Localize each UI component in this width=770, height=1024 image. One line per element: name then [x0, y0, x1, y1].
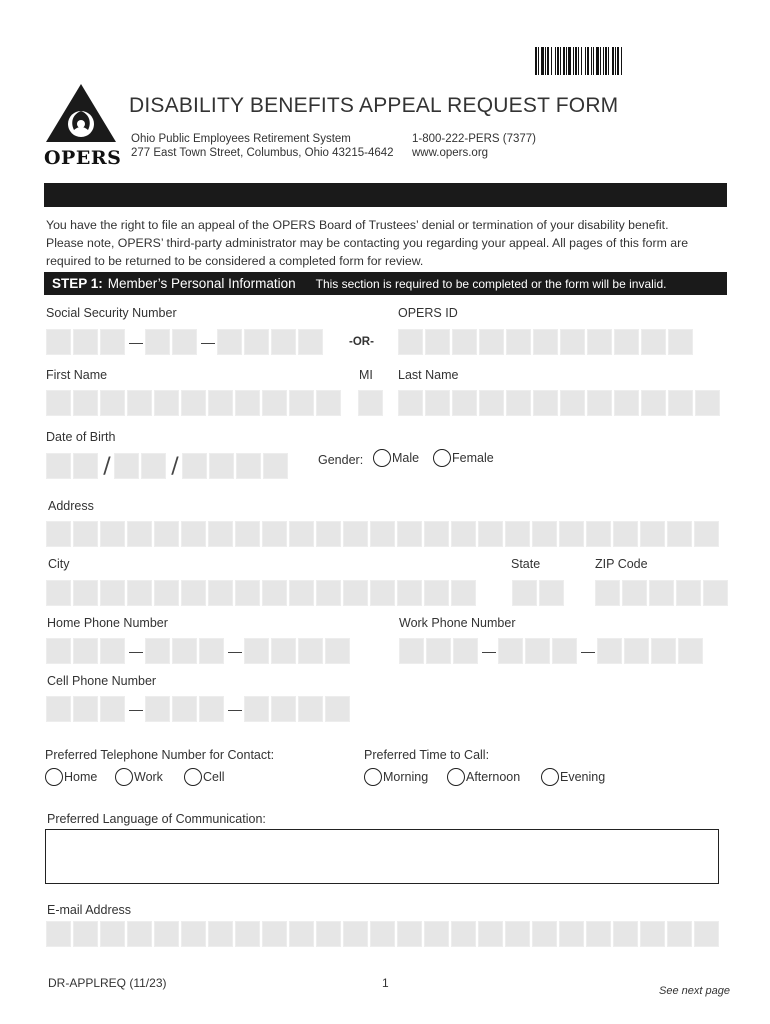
input-cell[interactable] — [181, 580, 206, 606]
input-cell[interactable] — [559, 521, 584, 547]
input-cell[interactable] — [145, 638, 170, 664]
input-cell[interactable] — [154, 580, 179, 606]
logo-text: OPERS — [44, 147, 122, 169]
home-phone-field[interactable] — [46, 638, 352, 664]
gender-female-label: Female — [452, 451, 494, 465]
input-cell[interactable] — [316, 921, 341, 947]
input-cell[interactable] — [263, 453, 288, 479]
time-evening-label: Evening — [560, 770, 606, 784]
input-cell[interactable] — [452, 390, 477, 416]
input-cell[interactable] — [703, 580, 728, 606]
input-cell[interactable] — [199, 696, 224, 722]
dash: — — [228, 701, 242, 717]
input-cell[interactable] — [298, 696, 323, 722]
input-cell[interactable] — [586, 521, 611, 547]
input-cell[interactable] — [370, 580, 395, 606]
state-field[interactable] — [512, 580, 566, 606]
input-cell[interactable] — [145, 329, 170, 355]
input-cell[interactable] — [244, 638, 269, 664]
radio-circle[interactable] — [541, 768, 559, 786]
input-cell[interactable] — [73, 580, 98, 606]
input-cell[interactable] — [424, 921, 449, 947]
ssn-field[interactable] — [46, 329, 325, 355]
input-cell[interactable] — [560, 390, 585, 416]
pref-phone-home-label: Home — [64, 770, 98, 784]
input-cell[interactable] — [208, 390, 233, 416]
input-cell[interactable] — [208, 521, 233, 547]
barcode — [535, 47, 727, 75]
input-cell[interactable] — [498, 638, 523, 664]
input-cell[interactable] — [640, 521, 665, 547]
input-cell[interactable] — [668, 329, 693, 355]
pref-time-label: Preferred Time to Call: — [364, 748, 490, 762]
input-cell[interactable] — [289, 521, 314, 547]
input-cell[interactable] — [100, 580, 125, 606]
input-cell[interactable] — [235, 580, 260, 606]
input-cell[interactable] — [667, 921, 692, 947]
pref-phone-work-label: Work — [134, 770, 163, 784]
input-cell[interactable] — [370, 921, 395, 947]
input-cell[interactable] — [154, 390, 179, 416]
dash: — — [129, 701, 143, 717]
input-cell[interactable] — [46, 453, 71, 479]
input-cell[interactable] — [46, 696, 71, 722]
input-cell[interactable] — [640, 921, 665, 947]
input-cell[interactable] — [199, 638, 224, 664]
input-cell[interactable] — [325, 696, 350, 722]
home-phone-label: Home Phone Number — [47, 616, 168, 630]
input-cell[interactable] — [358, 390, 383, 416]
radio-circle[interactable] — [115, 768, 133, 786]
ssn-label: Social Security Number — [46, 306, 177, 320]
input-cell[interactable] — [426, 638, 451, 664]
input-cell[interactable] — [262, 390, 287, 416]
time-afternoon-radio[interactable] — [447, 768, 520, 786]
org-address: 277 East Town Street, Columbus, Ohio 43215-4642 — [131, 147, 394, 159]
input-cell[interactable] — [586, 921, 611, 947]
see-next-page: See next page — [659, 985, 730, 997]
input-cell[interactable] — [145, 696, 170, 722]
input-cell[interactable] — [316, 580, 341, 606]
first-name-field[interactable] — [46, 390, 343, 416]
input-cell[interactable] — [676, 580, 701, 606]
input-cell[interactable] — [73, 921, 98, 947]
input-cell[interactable] — [289, 580, 314, 606]
input-cell[interactable] — [154, 921, 179, 947]
input-cell[interactable] — [46, 638, 71, 664]
org-name: Ohio Public Employees Retirement System — [131, 133, 351, 145]
input-cell[interactable] — [597, 638, 622, 664]
input-cell[interactable] — [512, 580, 537, 606]
input-cell[interactable] — [73, 453, 98, 479]
input-cell[interactable] — [532, 921, 557, 947]
input-cell[interactable] — [451, 921, 476, 947]
input-cell[interactable] — [262, 521, 287, 547]
input-cell[interactable] — [46, 921, 71, 947]
input-cell[interactable] — [46, 580, 71, 606]
state-label: State — [511, 557, 541, 571]
input-cell[interactable] — [695, 390, 720, 416]
input-cell[interactable] — [505, 521, 530, 547]
last-name-field[interactable] — [398, 390, 722, 416]
input-cell[interactable] — [678, 638, 703, 664]
input-cell[interactable] — [552, 638, 577, 664]
input-cell[interactable] — [73, 329, 98, 355]
input-cell[interactable] — [127, 921, 152, 947]
input-cell[interactable] — [532, 521, 557, 547]
input-cell[interactable] — [46, 521, 71, 547]
input-cell[interactable] — [127, 580, 152, 606]
step1-label: STEP 1: — [52, 276, 103, 291]
input-cell[interactable] — [559, 921, 584, 947]
input-cell[interactable] — [668, 390, 693, 416]
work-phone-label: Work Phone Number — [399, 616, 516, 630]
input-cell[interactable] — [114, 453, 139, 479]
input-cell[interactable] — [452, 329, 477, 355]
dash: — — [228, 643, 242, 659]
input-cell[interactable] — [398, 390, 423, 416]
input-cell[interactable] — [316, 521, 341, 547]
address-label: Address — [48, 499, 94, 513]
page-number: 1 — [382, 976, 389, 990]
first-name-label: First Name — [46, 368, 108, 382]
radio-circle[interactable] — [447, 768, 465, 786]
input-cell[interactable] — [262, 580, 287, 606]
input-cell[interactable] — [235, 521, 260, 547]
input-cell[interactable] — [46, 329, 71, 355]
dash: — — [581, 643, 595, 659]
input-cell[interactable] — [343, 921, 368, 947]
opers-id-field[interactable] — [398, 329, 695, 355]
dash: — — [482, 643, 496, 659]
input-cell[interactable] — [271, 696, 296, 722]
last-name-label: Last Name — [398, 368, 459, 382]
city-label: City — [48, 557, 70, 571]
input-cell[interactable] — [587, 329, 612, 355]
time-morning-label: Morning — [383, 770, 429, 784]
slash: / — [103, 453, 111, 479]
pref-phone-cell-label: Cell — [203, 770, 225, 784]
pref-phone-home-radio[interactable] — [45, 768, 97, 786]
step1-note: This section is required to be completed or the form will be invalid. — [315, 276, 667, 291]
input-cell[interactable] — [100, 329, 125, 355]
pref-phone-work-radio[interactable] — [115, 768, 163, 786]
input-cell[interactable] — [539, 580, 564, 606]
address-field[interactable] — [46, 521, 721, 547]
pref-phone-label: Preferred Telephone Number for Contact: — [45, 748, 275, 762]
input-cell[interactable] — [172, 696, 197, 722]
input-cell[interactable] — [235, 390, 260, 416]
input-cell[interactable] — [100, 390, 125, 416]
phone-number: 1-800-222-PERS (7377) — [412, 133, 537, 145]
slash: / — [171, 453, 179, 479]
input-cell[interactable] — [289, 921, 314, 947]
zip-field[interactable] — [595, 580, 730, 606]
input-cell[interactable] — [505, 921, 530, 947]
mi-field[interactable] — [358, 390, 385, 416]
input-cell[interactable] — [641, 329, 666, 355]
input-cell[interactable] — [525, 638, 550, 664]
input-cell[interactable] — [667, 521, 692, 547]
input-cell[interactable] — [614, 390, 639, 416]
input-cell[interactable] — [425, 390, 450, 416]
input-cell[interactable] — [506, 390, 531, 416]
input-cell[interactable] — [73, 521, 98, 547]
dash: — — [201, 334, 215, 350]
input-cell[interactable] — [451, 521, 476, 547]
step1-header — [44, 272, 727, 295]
time-evening-radio[interactable] — [541, 768, 605, 786]
input-cell[interactable] — [182, 453, 207, 479]
radio-circle[interactable] — [184, 768, 202, 786]
time-morning-radio[interactable] — [364, 768, 428, 786]
input-cell[interactable] — [46, 390, 71, 416]
input-cell[interactable] — [73, 638, 98, 664]
gender-female-radio[interactable] — [433, 449, 494, 467]
input-cell[interactable] — [181, 390, 206, 416]
input-cell[interactable] — [560, 329, 585, 355]
input-cell[interactable] — [100, 521, 125, 547]
input-cell[interactable] — [325, 638, 350, 664]
input-cell[interactable] — [397, 921, 422, 947]
input-cell[interactable] — [100, 921, 125, 947]
input-cell[interactable] — [478, 921, 503, 947]
input-cell[interactable] — [154, 521, 179, 547]
intro-line-3: required to be returned to be considered a completed form for review. — [46, 254, 424, 268]
radio-circle[interactable] — [364, 768, 382, 786]
zip-label: ZIP Code — [595, 557, 648, 571]
input-cell[interactable] — [141, 453, 166, 479]
dash: — — [129, 334, 143, 350]
input-cell[interactable] — [613, 521, 638, 547]
intro-line-2: Please note, OPERS’ third-party administrator may be contacting you regarding your appeal. All pages of this form are — [46, 236, 689, 250]
radio-circle[interactable] — [373, 449, 391, 467]
input-cell[interactable] — [478, 521, 503, 547]
opers-logo — [44, 82, 122, 169]
input-cell[interactable] — [451, 580, 476, 606]
input-cell[interactable] — [208, 921, 233, 947]
input-cell[interactable] — [298, 329, 323, 355]
input-cell[interactable] — [316, 390, 341, 416]
input-cell[interactable] — [479, 329, 504, 355]
input-cell[interactable] — [641, 390, 666, 416]
pref-language-label: Preferred Language of Communication: — [47, 812, 266, 826]
dob-field[interactable] — [46, 453, 290, 479]
form-title: DISABILITY BENEFITS APPEAL REQUEST FORM — [129, 94, 619, 117]
input-cell[interactable] — [127, 521, 152, 547]
input-cell[interactable] — [479, 390, 504, 416]
input-cell[interactable] — [244, 696, 269, 722]
input-cell[interactable] — [397, 580, 422, 606]
input-cell[interactable] — [244, 329, 269, 355]
input-cell[interactable] — [424, 521, 449, 547]
input-cell[interactable] — [533, 390, 558, 416]
input-cell[interactable] — [424, 580, 449, 606]
input-cell[interactable] — [100, 696, 125, 722]
or-label: -OR- — [349, 336, 374, 348]
input-cell[interactable] — [262, 921, 287, 947]
input-cell[interactable] — [172, 638, 197, 664]
input-cell[interactable] — [624, 638, 649, 664]
email-field[interactable] — [46, 921, 721, 947]
input-cell[interactable] — [100, 638, 125, 664]
input-cell[interactable] — [694, 521, 719, 547]
input-cell[interactable] — [73, 696, 98, 722]
header-bar — [44, 183, 727, 207]
input-cell[interactable] — [235, 921, 260, 947]
cell-phone-label: Cell Phone Number — [47, 674, 157, 688]
input-cell[interactable] — [236, 453, 261, 479]
input-cell[interactable] — [399, 638, 424, 664]
intro-line-1: You have the right to file an appeal of the OPERS Board of Trustees’ denial or termination of your disability benefit. — [46, 218, 669, 232]
input-cell[interactable] — [73, 390, 98, 416]
input-cell[interactable] — [595, 580, 620, 606]
opers-triangle-icon — [44, 82, 118, 144]
time-afternoon-label: Afternoon — [466, 770, 521, 784]
radio-circle[interactable] — [45, 768, 63, 786]
input-cell[interactable] — [172, 329, 197, 355]
work-phone-field[interactable] — [399, 638, 705, 664]
input-cell[interactable] — [453, 638, 478, 664]
pref-language-input[interactable] — [45, 829, 719, 884]
input-cell[interactable] — [694, 921, 719, 947]
input-cell[interactable] — [298, 638, 323, 664]
step1-title: Member’s Personal Information — [107, 276, 296, 291]
city-field[interactable] — [46, 580, 478, 606]
input-cell[interactable] — [217, 329, 242, 355]
input-cell[interactable] — [398, 329, 423, 355]
gender-male-label: Male — [392, 451, 420, 465]
input-cell[interactable] — [649, 580, 674, 606]
input-cell[interactable] — [614, 329, 639, 355]
dob-label: Date of Birth — [46, 430, 116, 444]
cell-phone-field[interactable] — [46, 696, 352, 722]
opers-id-label: OPERS ID — [398, 306, 458, 320]
gender-label: Gender: — [318, 453, 364, 467]
input-cell[interactable] — [181, 921, 206, 947]
input-cell[interactable] — [506, 329, 531, 355]
form-code: DR-APPLREQ (11/23) — [48, 976, 167, 990]
input-cell[interactable] — [289, 390, 314, 416]
input-cell[interactable] — [613, 921, 638, 947]
input-cell[interactable] — [181, 521, 206, 547]
dash: — — [129, 643, 143, 659]
input-cell[interactable] — [370, 521, 395, 547]
pref-phone-cell-radio[interactable] — [184, 768, 225, 786]
intro-text — [46, 216, 736, 270]
input-cell[interactable] — [343, 521, 368, 547]
input-cell[interactable] — [209, 453, 234, 479]
input-cell[interactable] — [271, 329, 296, 355]
input-cell[interactable] — [533, 329, 558, 355]
input-cell[interactable] — [271, 638, 296, 664]
input-cell[interactable] — [127, 390, 152, 416]
website: www.opers.org — [412, 147, 489, 159]
input-cell[interactable] — [587, 390, 612, 416]
gender-male-radio[interactable] — [373, 449, 419, 467]
email-label: E-mail Address — [47, 903, 132, 917]
input-cell[interactable] — [425, 329, 450, 355]
mi-label: MI — [359, 368, 373, 382]
input-cell[interactable] — [622, 580, 647, 606]
radio-circle[interactable] — [433, 449, 451, 467]
input-cell[interactable] — [651, 638, 676, 664]
input-cell[interactable] — [208, 580, 233, 606]
input-cell[interactable] — [397, 521, 422, 547]
input-cell[interactable] — [343, 580, 368, 606]
